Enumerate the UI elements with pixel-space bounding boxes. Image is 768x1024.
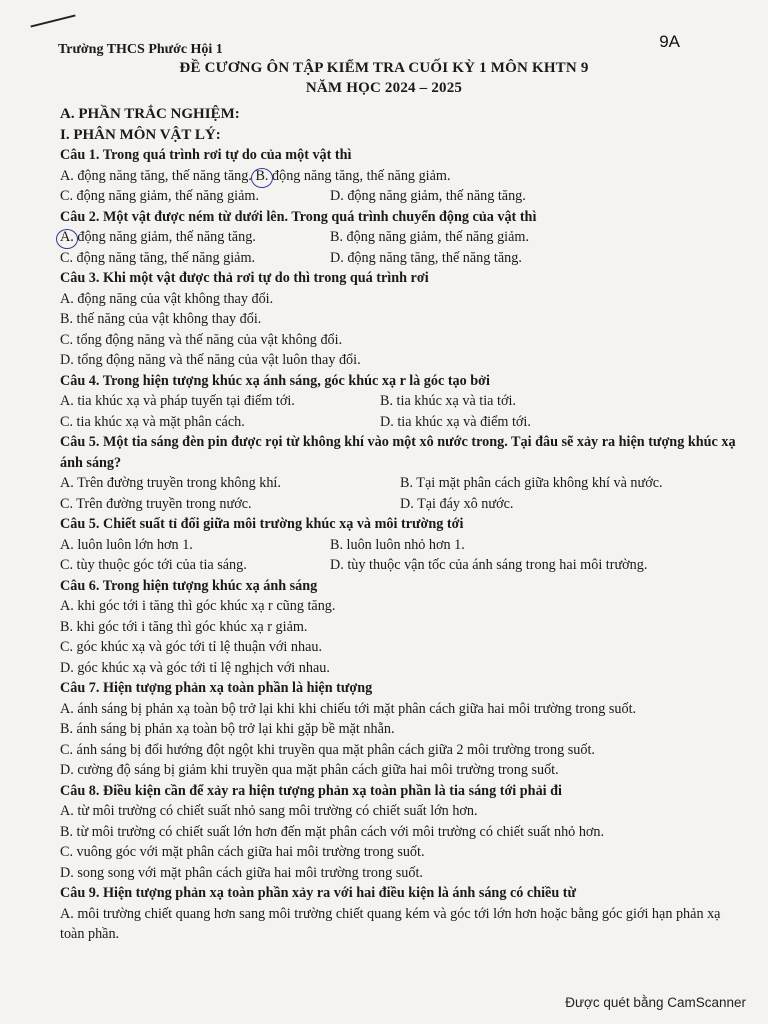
option: C. tùy thuộc góc tới của tia sáng. [60, 557, 247, 573]
question-title: Câu 2. Một vật được ném từ dưới lên. Trong quá trình chuyển động của vật thì [60, 208, 537, 225]
option: C. Trên đường truyền trong nước. [60, 495, 252, 512]
section-heading: I. PHÂN MÔN VẬT LÝ: [60, 126, 221, 143]
option: A. luôn luôn lớn hơn 1. [60, 536, 193, 553]
option: A. khi góc tới i tăng thì góc khúc xạ r cũng tăng. [60, 598, 336, 614]
section-heading: A. PHẦN TRẮC NGHIỆM: [60, 106, 240, 122]
option: C. động năng tăng, thế năng giảm. [60, 249, 256, 266]
option: B. luôn luôn nhỏ hơn 1. [330, 536, 465, 553]
option: D. động năng giảm, thế năng tăng. [330, 188, 526, 204]
school-name: Trường THCS Phước Hội 1 [58, 42, 223, 57]
option-letter: A. [60, 229, 74, 245]
option: B. tia khúc xạ và tia tới. [380, 393, 516, 409]
question-title: Câu 5. Một tia sáng đèn pin được rọi từ không khí vào một xô nước trong. Tại đâu sẽ xảy ra hiện tượng khúc xạ ánh sáng? [60, 434, 736, 471]
answer-circle [251, 168, 273, 188]
option-cell [60, 227, 330, 248]
option: A. ánh sáng bị phản xạ toàn bộ trở lại khi khi chiếu tới mặt phân cách giữa hai môi trường trong suốt. [60, 700, 637, 717]
option-row [60, 412, 736, 433]
option-row [60, 186, 736, 207]
option: A. môi trường chiết quang hơn sang môi trường chiết quang kém và góc tới lớn hơn hoặc bằng góc giới hạn phản xạ toàn phần. [60, 905, 721, 942]
option: D. tia khúc xạ và điểm tới. [380, 413, 531, 430]
answer-circle [56, 229, 78, 249]
question-list [60, 104, 736, 945]
circled-answer [60, 229, 74, 245]
option: C. tia khúc xạ và mặt phân cách. [60, 413, 245, 430]
option: B. Tại mặt phân cách giữa không khí và nước. [400, 475, 663, 491]
option: D. góc khúc xạ và góc tới tỉ lệ nghịch với nhau. [60, 659, 330, 676]
option: động năng tăng, thế năng giảm. [268, 167, 451, 184]
option: C. động năng giảm, thế năng giảm. [60, 188, 259, 204]
option: động năng giảm, thế năng tăng. [73, 229, 256, 245]
option-row [60, 494, 736, 515]
option: D. tổng động năng và thế năng của vật luôn thay đổi. [60, 352, 361, 368]
option-row [60, 227, 736, 248]
option-row [60, 248, 736, 269]
option: A. từ môi trường có chiết suất nhỏ sang môi trường có chiết suất lớn hơn. [60, 803, 478, 819]
option: A. Trên đường truyền trong không khí. [60, 475, 281, 491]
option: D. Tại đáy xô nước. [400, 495, 514, 512]
option: C. tổng động năng và thế năng của vật không đổi. [60, 331, 343, 348]
pen-mark [30, 14, 75, 27]
option-row [60, 473, 736, 494]
option: B. ánh sáng bị phản xạ toàn bộ trở lại khi gặp bề mặt nhẵn. [60, 721, 395, 737]
option: D. tùy thuộc vận tốc của ánh sáng trong hai môi trường. [330, 557, 648, 573]
question-title: Câu 4. Trong hiện tượng khúc xạ ánh sáng, góc khúc xạ r là góc tạo bởi [60, 372, 490, 389]
option: D. song song với mặt phân cách giữa hai môi trường trong suốt. [60, 864, 423, 881]
option-letter: B. [255, 167, 269, 184]
option: A. động năng của vật không thay đổi. [60, 290, 274, 307]
option: C. góc khúc xạ và góc tới tỉ lệ thuận với nhau. [60, 639, 323, 655]
option: B. từ môi trường có chiết suất lớn hơn đến mặt phân cách với môi trường có chiết suất nhỏ hơn. [60, 823, 605, 840]
question-title: Câu 8. Điều kiện cần để xảy ra hiện tượng phản xạ toàn phần là tia sáng tới phải đi [60, 782, 562, 799]
option: B. động năng giảm, thế năng giảm. [330, 229, 529, 245]
question-title: Câu 7. Hiện tượng phản xạ toàn phần là hiện tượng [60, 680, 373, 696]
circled-answer [255, 168, 268, 184]
option: A. tia khúc xạ và pháp tuyến tại điểm tới. [60, 393, 295, 409]
option: C. vuông góc với mặt phân cách giữa hai môi trường trong suốt. [60, 844, 425, 860]
option-row [60, 555, 736, 576]
option: C. ánh sáng bị đổi hướng đột ngột khi truyền qua mặt phân cách giữa 2 môi trường trong suốt. [60, 741, 595, 758]
scanner-watermark: Được quét bằng CamScanner [565, 995, 746, 1010]
option-row [60, 391, 736, 412]
question-title: Câu 5. Chiết suất tỉ đối giữa môi trường khúc xạ và môi trường tới [60, 516, 464, 532]
option-row [60, 166, 736, 187]
question-title: Câu 9. Hiện tượng phản xạ toàn phần xảy ra với hai điều kiện là ánh sáng có chiều từ [60, 885, 577, 901]
option: D. động năng tăng, thế năng tăng. [330, 249, 522, 266]
option: D. cường độ sáng bị giảm khi truyền qua mặt phân cách giữa hai môi trường trong suốt. [60, 762, 559, 778]
question-title: Câu 1. Trong quá trình rơi tự do của một vật thì [60, 147, 352, 163]
class-tag: 9A [659, 32, 680, 51]
option: B. khi góc tới i tăng thì góc khúc xạ r giảm. [60, 618, 308, 635]
question-title: Câu 3. Khi một vật được thả rơi tự do thì trong quá trình rơi [60, 270, 429, 286]
document-title: ĐỀ CƯƠNG ÔN TẬP KIỂM TRA CUỐI KỲ 1 MÔN KHTN 9 [179, 60, 589, 76]
school-year: NĂM HỌC 2024 – 2025 [305, 80, 463, 96]
question-title: Câu 6. Trong hiện tượng khúc xạ ánh sáng [60, 577, 318, 594]
option-row [60, 535, 736, 556]
option: A. động năng tăng, thế năng tăng. [60, 167, 252, 184]
option: B. thế năng của vật không thay đổi. [60, 311, 262, 327]
